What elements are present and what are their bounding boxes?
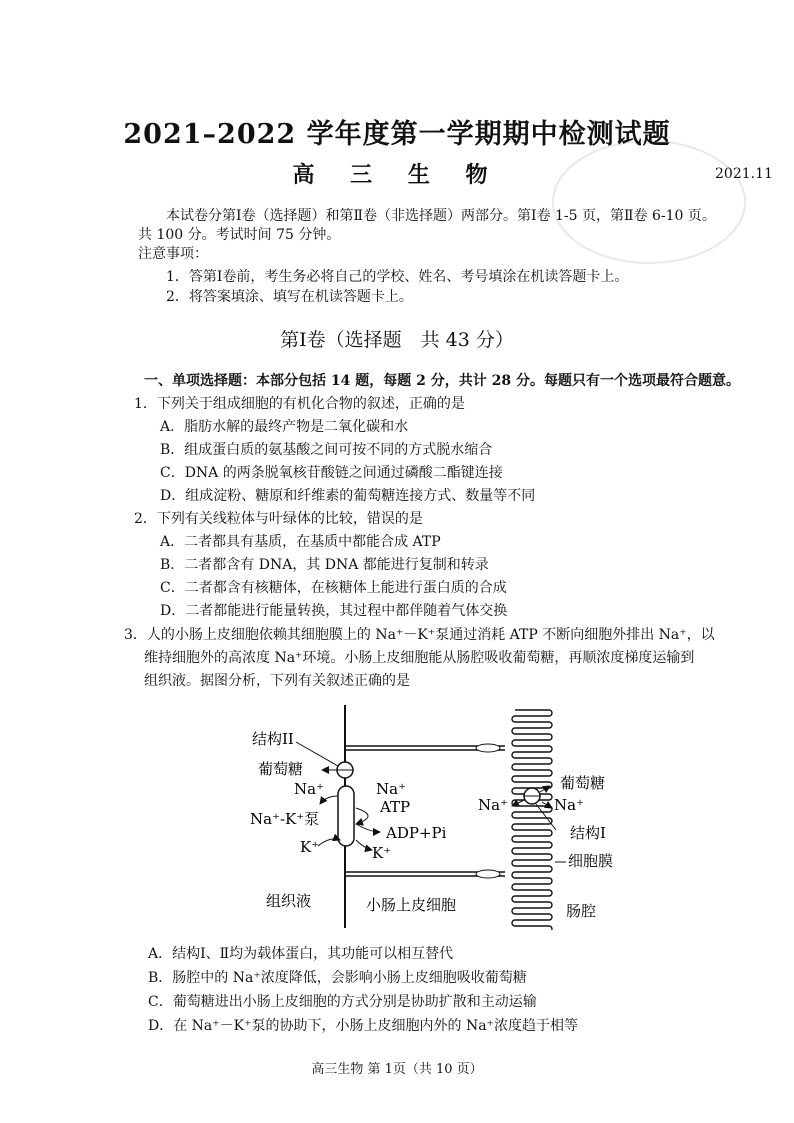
- question-1-option-c: C．DNA 的两条脱氧核苷酸链之间通过磷酸二酯键连接: [160, 465, 503, 481]
- junction-node: [476, 744, 500, 752]
- label-pump: Na⁺-K⁺泵: [250, 810, 320, 828]
- question-1-option-a: A．脂肪水解的最终产物是二氧化碳和水: [160, 419, 409, 435]
- label-glucose-left: 葡萄糖: [258, 760, 304, 778]
- label-glucose-right: 葡萄糖: [560, 774, 606, 792]
- label-epithelial-cell: 小肠上皮细胞: [366, 896, 457, 914]
- notice-item-2: 2．将答案填涂、填写在机读答题卡上。: [166, 289, 413, 305]
- question-2-option-c: C．二者都含有核糖体，在核糖体上能进行蛋白质的合成: [160, 580, 507, 596]
- intro-line-2: 共 100 分。考试时间 75 分钟。: [138, 227, 341, 243]
- question-3-stem-line-3: 组织液。据图分析，下列有关叙述正确的是: [144, 673, 410, 689]
- section-title: 第Ⅰ卷（选择题 共 43 分）: [280, 329, 514, 351]
- label-membrane: 细胞膜: [568, 852, 614, 870]
- subject-title: 高 三 生 物: [292, 162, 502, 188]
- label-structure-1: 结构I: [570, 824, 606, 842]
- question-3-stem-line-1: 3．人的小肠上皮细胞依赖其细胞膜上的 Na⁺－K⁺泵通过消耗 ATP 不断向细胞外排出 Na⁺，以: [124, 627, 715, 643]
- part1-heading: 一、单项选择题：本部分包括 14 题，每题 2 分，共计 28 分。每题只有一个选项最符合题意。: [144, 373, 740, 389]
- notice-item-1: 1．答第Ⅰ卷前，考生务必将自己的学校、姓名、考号填涂在机读答题卡上。: [166, 269, 629, 285]
- question-3-stem-line-2: 维持细胞外的高浓度 Na⁺环境。小肠上皮细胞能从肠腔吸收葡萄糖，再顺浓度梯度运输到: [144, 650, 695, 666]
- label-lumen: 肠腔: [566, 902, 597, 920]
- question-3-option-b: B．肠腔中的 Na⁺浓度降低，会影响小肠上皮细胞吸收葡萄糖: [148, 970, 527, 986]
- question-1-option-b: B．组成蛋白质的氨基酸之间可按不同的方式脱水缩合: [160, 442, 493, 458]
- question-3-option-a: A．结构Ⅰ、Ⅱ均为载体蛋白，其功能可以相互替代: [148, 946, 454, 962]
- question-3-option-d: D．在 Na⁺－K⁺泵的协助下，小肠上皮细胞内外的 Na⁺浓度趋于相等: [148, 1018, 578, 1034]
- exam-date: 2021.11: [715, 166, 773, 182]
- label-atp: ATP: [380, 798, 411, 816]
- question-1-stem: 1．下列关于组成细胞的有机化合物的叙述，正确的是: [134, 396, 465, 412]
- question-2-option-d: D．二者都能进行能量转换，其过程中都伴随着气体交换: [160, 603, 508, 619]
- sodium-potassium-pump: [338, 786, 354, 846]
- membrane-transport-diagram: [230, 700, 650, 930]
- question-3-option-c: C．葡萄糖进出小肠上皮细胞的方式分别是协助扩散和主动运输: [148, 994, 537, 1010]
- label-na-right-2: Na⁺: [554, 796, 584, 814]
- label-na-right-1: Na⁺: [478, 796, 508, 814]
- label-na-in: Na⁺: [376, 780, 406, 798]
- label-tissue-fluid: 组织液: [266, 892, 312, 910]
- label-na-out: Na⁺: [294, 780, 324, 798]
- microvilli: [512, 710, 552, 930]
- question-1-option-d: D．组成淀粉、糖原和纤维素的葡萄糖连接方式、数量等不同: [160, 488, 536, 504]
- question-2-option-a: A．二者都具有基质，在基质中都能合成 ATP: [160, 534, 441, 550]
- notice-title: 注意事项：: [138, 246, 208, 262]
- exam-title: 2021–2022 学年度第一学期期中检测试题: [123, 119, 671, 150]
- label-adp: ADP+Pi: [386, 824, 447, 842]
- question-2-option-b: B．二者都含有 DNA，其 DNA 都能进行复制和转录: [160, 557, 489, 573]
- question-2-stem: 2．下列有关线粒体与叶绿体的比较，错误的是: [134, 511, 423, 527]
- intro-line-1: 本试卷分第Ⅰ卷（选择题）和第Ⅱ卷（非选择题）两部分。第Ⅰ卷 1-5 页，第Ⅱ卷 6-10 页。: [166, 208, 716, 224]
- label-k-out: K⁺: [372, 844, 392, 862]
- label-structure-2: 结构II: [252, 730, 294, 748]
- page-footer: 高三生物 第 1页（共 10 页）: [311, 1062, 483, 1077]
- label-k-in: K⁺: [300, 838, 320, 856]
